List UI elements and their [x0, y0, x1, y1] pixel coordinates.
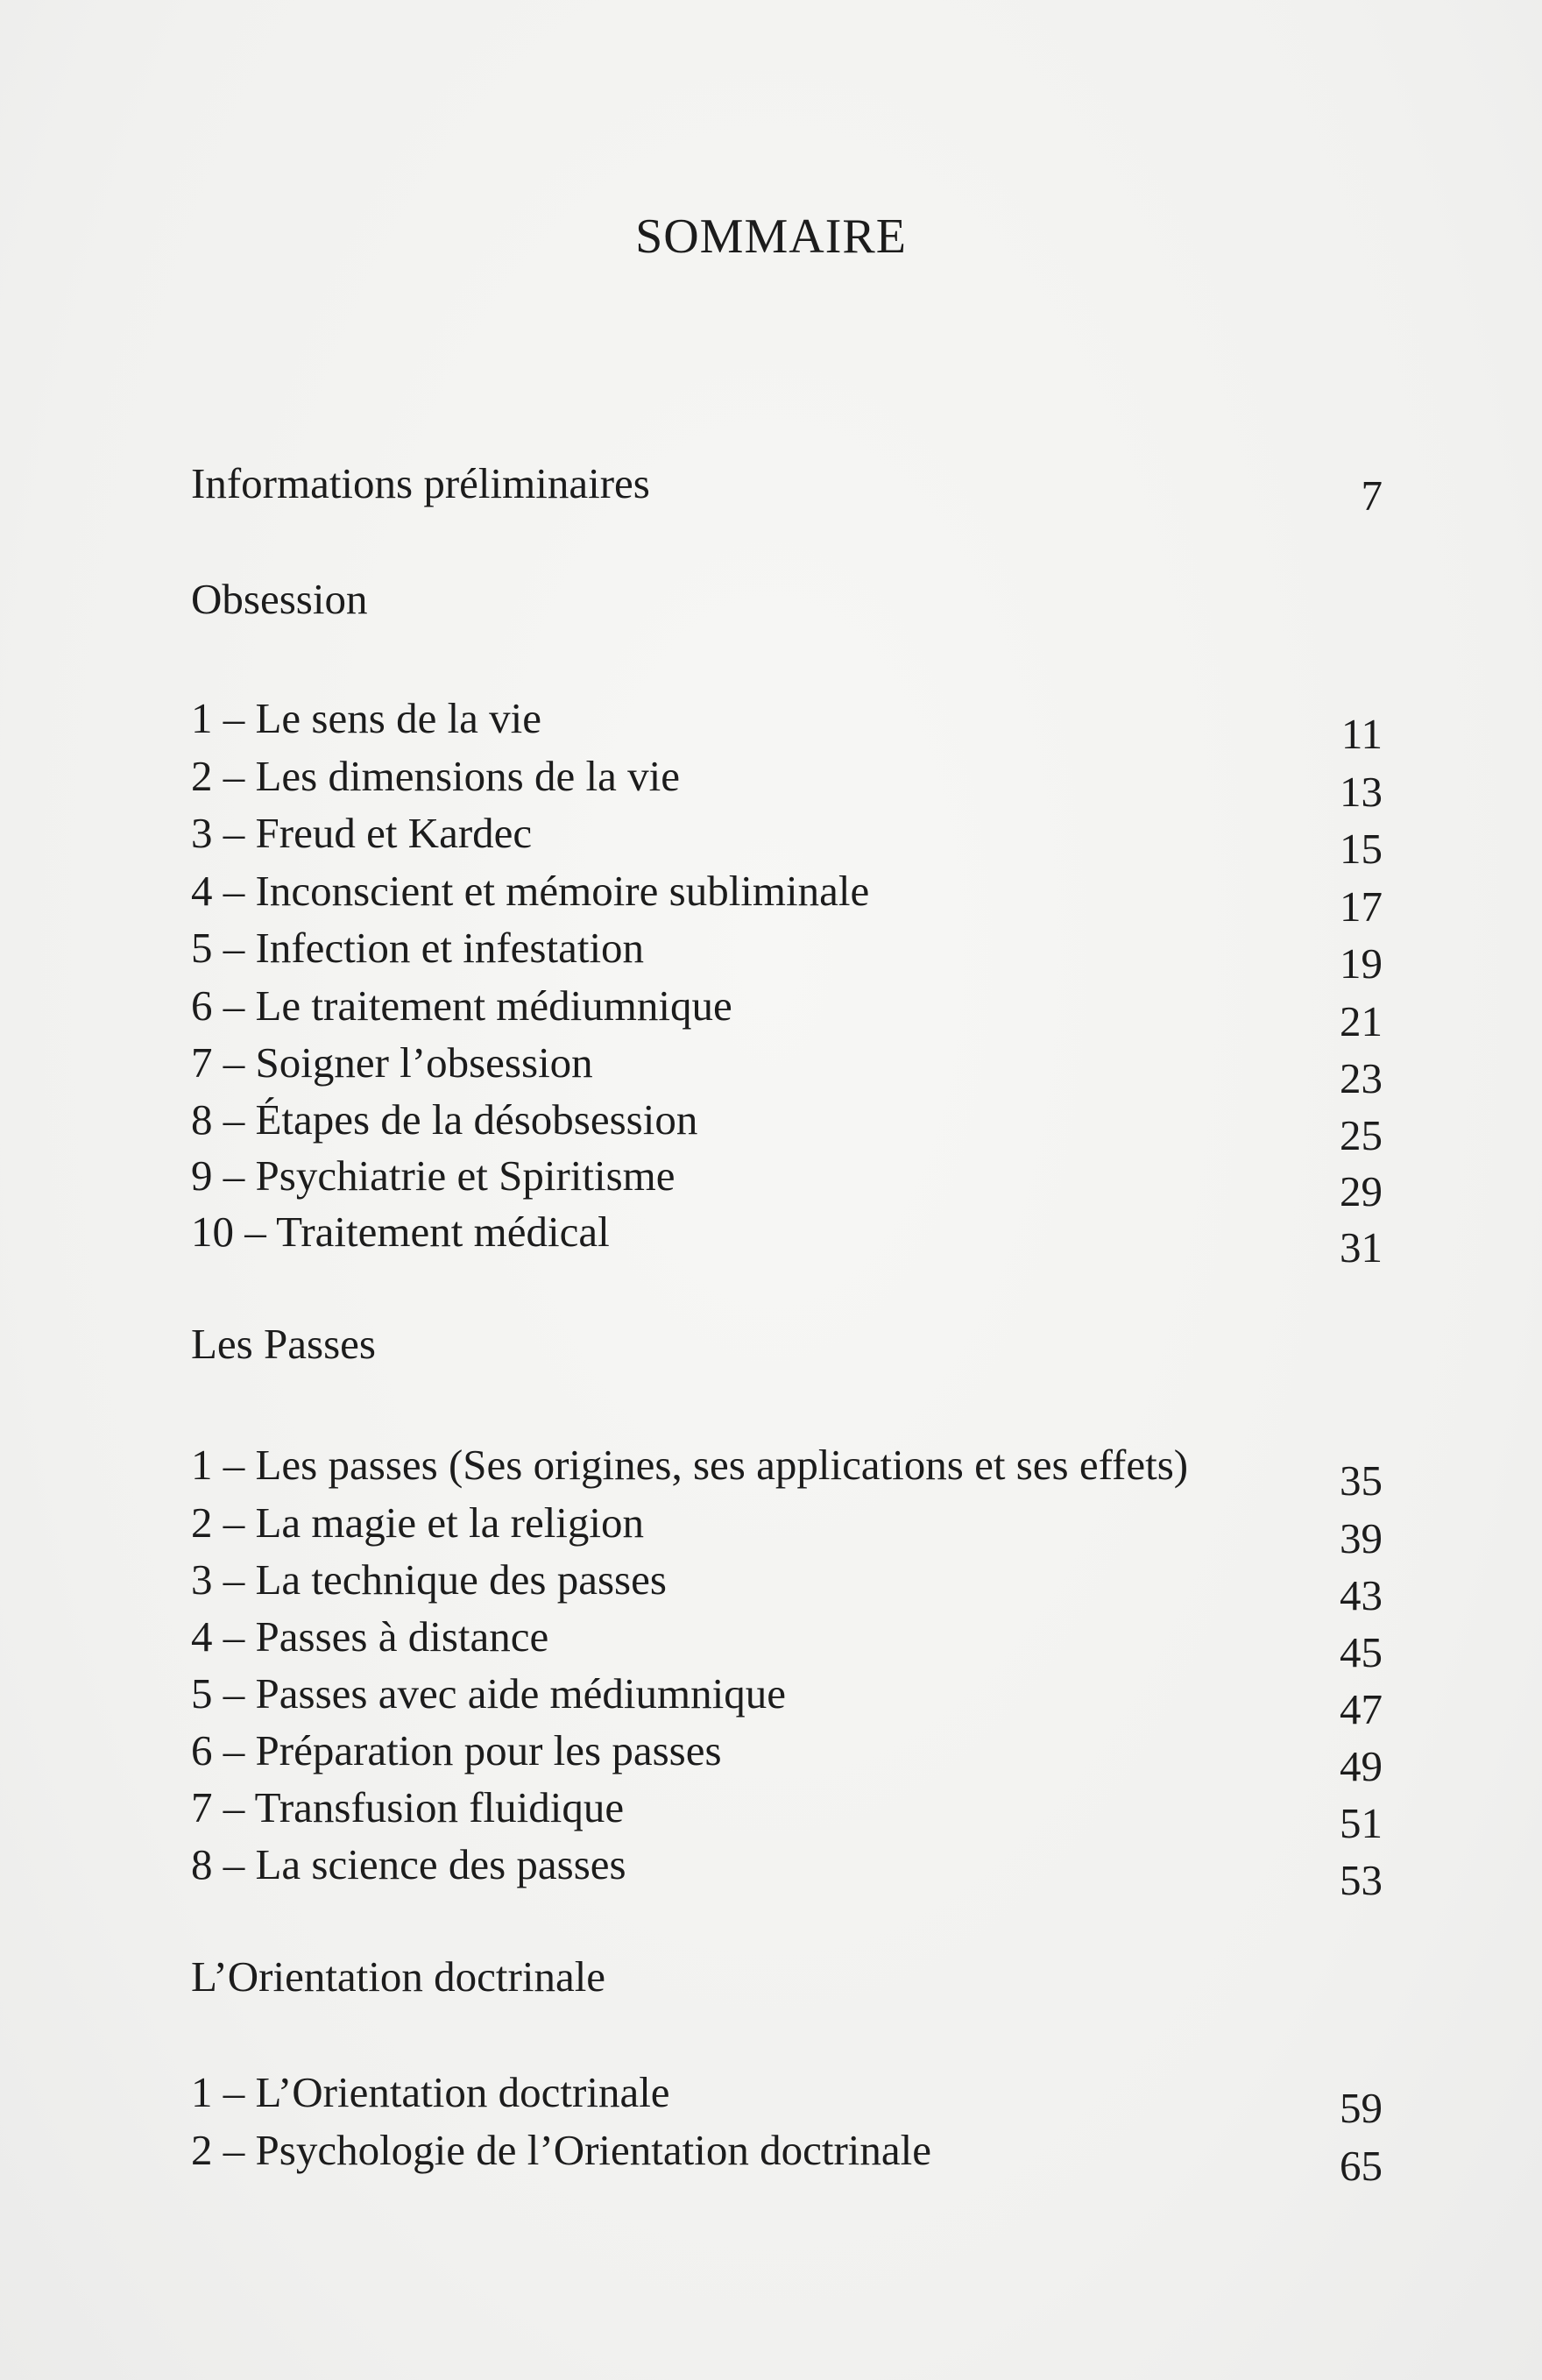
toc-entry-label: 5 – Passes avec aide médiumnique [191, 1669, 787, 1718]
page-title: SOMMAIRE [635, 209, 907, 264]
toc-entry-label: 8 – Étapes de la désobsession [191, 1095, 698, 1144]
toc-entry [191, 691, 1383, 758]
toc-entry [191, 1837, 1383, 1904]
toc-entry [191, 978, 1383, 1045]
toc-entry-label: 1 – Le sens de la vie [191, 694, 542, 742]
toc-entry [191, 1204, 1383, 1271]
toc-entry-page: 23 [1340, 1054, 1383, 1102]
toc-entry [191, 1609, 1383, 1676]
toc-entry-label: 1 – L’Orientation doctrinale [191, 2068, 670, 2116]
toc-entry-label: 8 – La science des passes [191, 1840, 626, 1888]
toc-entry-page: 13 [1340, 768, 1383, 816]
toc-entry [191, 920, 1383, 988]
toc-entry-label: 5 – Infection et infestation [191, 924, 645, 972]
toc-entry-page: 19 [1340, 939, 1383, 988]
toc-entry-page: 49 [1340, 1742, 1383, 1790]
toc-entry [191, 1552, 1383, 1619]
section-heading-passes: Les Passes [191, 1320, 376, 1368]
toc-entry [191, 2122, 1383, 2190]
toc-entry-page: 15 [1340, 825, 1383, 873]
toc-entry-label: 6 – Le traitement médiumnique [191, 981, 732, 1030]
toc-entry-label: Informations préliminaires [191, 459, 650, 507]
toc-entry-label: 4 – Inconscient et mémoire subliminale [191, 867, 870, 915]
toc-entry [191, 1723, 1383, 1790]
toc-entry-page: 29 [1340, 1167, 1383, 1215]
section-heading-obsession: Obsession [191, 575, 368, 623]
toc-entry-label: 6 – Préparation pour les passes [191, 1726, 722, 1774]
toc-entry-page: 59 [1340, 2084, 1383, 2132]
toc-entry [191, 748, 1383, 816]
toc-entry-label: 10 – Traitement médical [191, 1208, 610, 1256]
toc-entry-page: 47 [1340, 1685, 1383, 1733]
toc-entry-label: 2 – Psychologie de l’Orientation doctrinale [191, 2126, 932, 2174]
table-of-contents [191, 0, 1383, 2380]
toc-entry-page: 51 [1340, 1799, 1383, 1847]
toc-entry [191, 863, 1383, 931]
toc-entry-page: 45 [1340, 1628, 1383, 1676]
toc-entry-label: 1 – Les passes (Ses origines, ses applications et ses effets) [191, 1441, 1189, 1489]
toc-entry-page: 25 [1340, 1111, 1383, 1159]
toc-entry [191, 1035, 1383, 1102]
toc-entry [191, 1148, 1383, 1215]
toc-entry [191, 805, 1383, 873]
toc-entry-page: 17 [1340, 882, 1383, 931]
toc-entry-page: 39 [1340, 1514, 1383, 1562]
toc-entry-page: 7 [1361, 471, 1383, 520]
toc-entry [191, 1780, 1383, 1847]
toc-entry-page: 53 [1340, 1856, 1383, 1904]
toc-entry-page: 43 [1340, 1571, 1383, 1619]
toc-entry-page: 35 [1340, 1456, 1383, 1505]
toc-entry [191, 1092, 1383, 1159]
toc-entry [191, 1437, 1383, 1505]
toc-entry-label: 3 – La technique des passes [191, 1555, 667, 1604]
toc-entry [191, 1666, 1383, 1733]
section-heading-orientation: L’Orientation doctrinale [191, 1952, 606, 2001]
toc-entry [191, 2065, 1383, 2132]
toc-entry-page: 21 [1340, 997, 1383, 1045]
toc-entry-label: 3 – Freud et Kardec [191, 809, 533, 857]
toc-entry-label: 7 – Transfusion fluidique [191, 1783, 625, 1831]
toc-entry-label: 4 – Passes à distance [191, 1612, 549, 1661]
toc-entry-page: 11 [1340, 710, 1383, 758]
toc-entry-label: 7 – Soigner l’obsession [191, 1038, 593, 1087]
toc-entry-preliminary [191, 456, 1383, 520]
toc-entry-label: 9 – Psychiatrie et Spiritisme [191, 1151, 676, 1200]
toc-entry-label: 2 – Les dimensions de la vie [191, 752, 680, 800]
toc-entry-page: 31 [1340, 1223, 1383, 1271]
toc-entry-page: 65 [1340, 2142, 1383, 2190]
toc-entry [191, 1495, 1383, 1562]
toc-entry-label: 2 – La magie et la religion [191, 1498, 645, 1547]
